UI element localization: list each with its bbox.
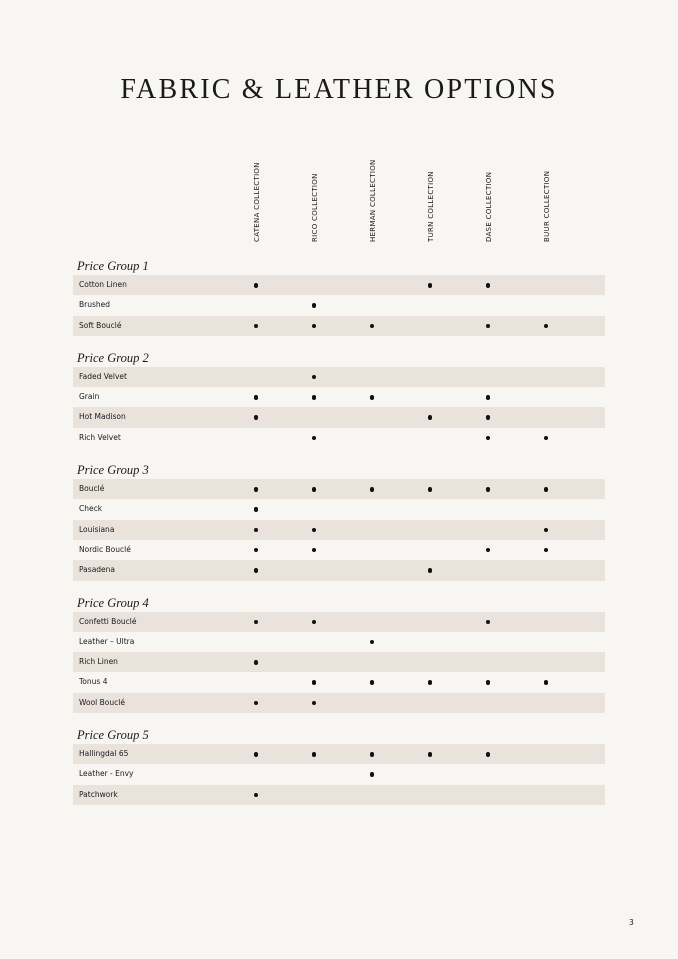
fabric-name: Leather - Envy [79, 769, 134, 779]
price-group [73, 593, 605, 713]
availability-dot [486, 752, 491, 757]
availability-dot [544, 487, 549, 492]
availability-dot [312, 324, 317, 329]
table-row [73, 672, 605, 692]
availability-dot [254, 793, 259, 798]
fabric-name: Leather – Ultra [79, 636, 135, 646]
column-header-label: RICO COLLECTION [311, 173, 319, 242]
availability-dot [254, 487, 259, 492]
availability-dot [254, 507, 259, 512]
availability-dot [428, 415, 433, 420]
availability-dot [486, 680, 491, 685]
availability-dot [486, 436, 491, 441]
availability-dot [486, 283, 491, 288]
availability-dot [254, 568, 259, 573]
column-header-label: BUUR COLLECTION [543, 170, 551, 242]
table-row [73, 560, 605, 580]
availability-dot [254, 324, 259, 329]
availability-dot [370, 640, 375, 645]
availability-dot [312, 528, 317, 533]
availability-dot [312, 701, 317, 706]
table-row [73, 612, 605, 632]
availability-dot [312, 375, 317, 380]
availability-dot [486, 415, 491, 420]
availability-dot [544, 324, 549, 329]
availability-dot [428, 680, 433, 685]
availability-dot [312, 487, 317, 492]
availability-dot [370, 487, 375, 492]
price-group-title: Price Group 4 [77, 595, 149, 610]
availability-dot [312, 680, 317, 685]
column-header-label: HERMAN COLLECTION [369, 159, 377, 242]
fabric-name: Rich Linen [79, 657, 118, 667]
column-header-label: TURN COLLECTION [427, 171, 435, 242]
table-row [73, 367, 605, 387]
table-row [73, 387, 605, 407]
column-header [424, 150, 438, 242]
availability-dot [370, 395, 375, 400]
availability-dot [254, 528, 259, 533]
availability-dot [544, 680, 549, 685]
page-number: 3 [629, 918, 634, 927]
availability-dot [486, 487, 491, 492]
page-title: FABRIC & LEATHER OPTIONS [120, 74, 558, 105]
price-group [73, 725, 605, 805]
availability-dot [312, 436, 317, 441]
availability-dot [312, 620, 317, 625]
fabric-name: Check [79, 504, 103, 514]
availability-dot [544, 528, 549, 533]
price-group-title: Price Group 3 [77, 463, 149, 478]
price-group [73, 348, 605, 448]
table-row [73, 520, 605, 540]
column-header [250, 150, 264, 242]
fabric-name: Bouclé [79, 484, 105, 494]
price-group-title: Price Group 1 [77, 259, 149, 273]
table-row [73, 316, 605, 336]
fabric-name: Hot Madison [79, 412, 126, 422]
fabric-name: Louisiana [79, 524, 115, 534]
availability-dot [254, 701, 259, 706]
table-row [73, 499, 605, 519]
availability-dot [370, 752, 375, 757]
fabric-name: Soft Bouclé [79, 320, 122, 330]
availability-dot [428, 487, 433, 492]
availability-dot [254, 660, 259, 665]
table-row [73, 295, 605, 315]
fabric-name: Wool Bouclé [79, 697, 125, 707]
availability-dot [254, 283, 259, 288]
availability-dot [312, 395, 317, 400]
column-header [540, 150, 554, 242]
availability-dot [370, 772, 375, 777]
fabric-name: Rich Velvet [79, 432, 121, 442]
price-group [73, 256, 605, 336]
availability-dot [486, 548, 491, 553]
table-row [73, 275, 605, 295]
table-row [73, 785, 605, 805]
table-row [73, 479, 605, 499]
column-header [482, 150, 496, 242]
column-header-label: CATENA COLLECTION [253, 162, 261, 242]
column-header-label: DASE COLLECTION [485, 171, 493, 242]
availability-dot [544, 436, 549, 441]
table-row [73, 744, 605, 764]
fabric-name: Pasadena [79, 565, 116, 575]
table-row [73, 693, 605, 713]
availability-dot [254, 620, 259, 625]
column-header [308, 150, 322, 242]
availability-dot [312, 548, 317, 553]
fabric-options-table [73, 256, 605, 817]
fabric-name: Patchwork [79, 789, 118, 799]
availability-dot [428, 752, 433, 757]
availability-dot [312, 752, 317, 757]
table-row [73, 632, 605, 652]
availability-dot [544, 548, 549, 553]
fabric-name: Brushed [79, 300, 111, 310]
fabric-name: Tonus 4 [79, 677, 108, 687]
availability-dot [370, 324, 375, 329]
price-group [73, 460, 605, 580]
fabric-name: Confetti Bouclé [79, 616, 137, 626]
table-row [73, 540, 605, 560]
availability-dot [428, 283, 433, 288]
availability-dot [370, 680, 375, 685]
fabric-name: Nordic Bouclé [79, 544, 131, 554]
table-row [73, 652, 605, 672]
price-group-title: Price Group 5 [77, 728, 149, 743]
availability-dot [486, 620, 491, 625]
table-row [73, 764, 605, 784]
table-row [73, 428, 605, 448]
availability-dot [312, 303, 317, 308]
availability-dot [254, 415, 259, 420]
table-row [73, 407, 605, 427]
price-group-title: Price Group 2 [77, 350, 149, 365]
column-header [366, 150, 380, 242]
availability-dot [428, 568, 433, 573]
availability-dot [254, 752, 259, 757]
fabric-name: Cotton Linen [79, 280, 127, 289]
fabric-name: Hallingdal 65 [79, 749, 129, 759]
availability-dot [254, 395, 259, 400]
availability-dot [486, 395, 491, 400]
availability-dot [486, 324, 491, 329]
fabric-name: Grain [79, 392, 100, 402]
fabric-name: Faded Velvet [79, 371, 127, 381]
availability-dot [254, 548, 259, 553]
